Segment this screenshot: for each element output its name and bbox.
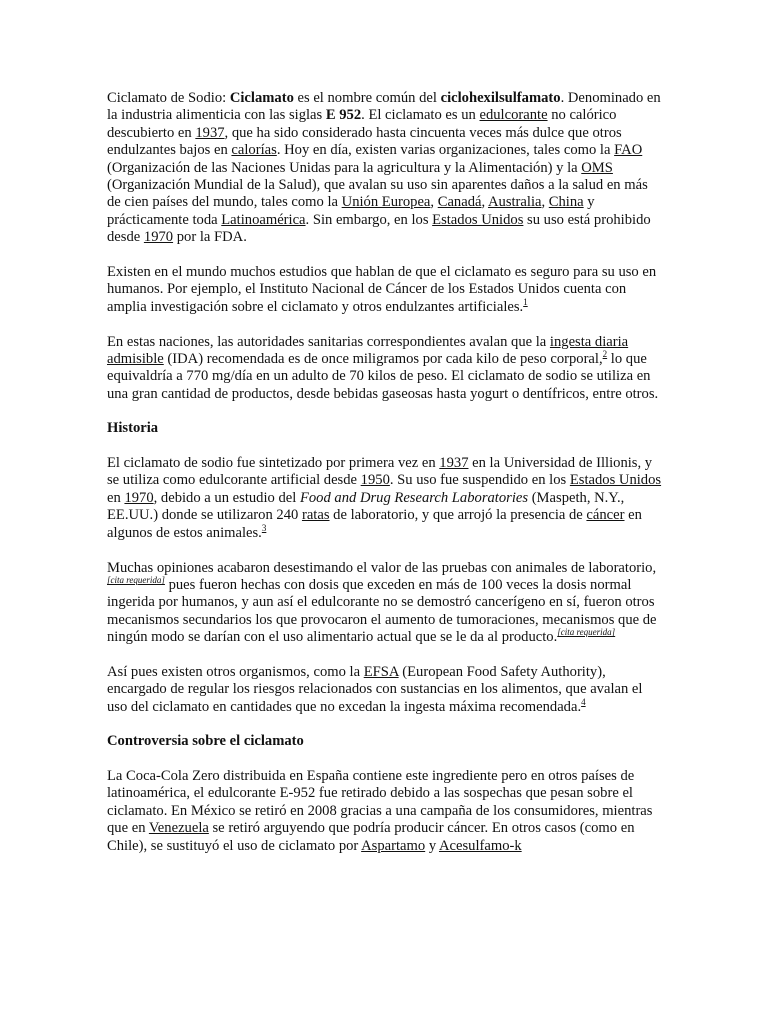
text: en algunos de estos animales. bbox=[107, 507, 642, 541]
bold-term: ciclohexilsulfamato bbox=[440, 90, 561, 106]
text: , bbox=[541, 194, 549, 211]
text: y bbox=[425, 837, 439, 854]
text: Así pues existen otros organismos, como la bbox=[107, 663, 364, 680]
paragraph-historia bbox=[107, 455, 663, 542]
text: . Su uso fue suspendido en los bbox=[389, 472, 570, 489]
link-aspartamo[interactable]: Aspartamo bbox=[361, 837, 426, 854]
link-australia[interactable]: Australia bbox=[487, 194, 542, 211]
link-ratas[interactable]: ratas bbox=[301, 507, 330, 524]
text: . El ciclamato es un bbox=[361, 107, 480, 124]
text: de laboratorio, y que arrojó la presencia de bbox=[329, 507, 587, 524]
link-estados-unidos[interactable]: Estados Unidos bbox=[432, 211, 524, 228]
link-cancer[interactable]: cáncer bbox=[586, 507, 625, 524]
link-efsa[interactable]: EFSA bbox=[363, 663, 399, 680]
text: Muchas opiniones acabaron desestimando el valor de las pruebas con animales de laboratorio, bbox=[107, 559, 657, 576]
text: (Maspeth, N.Y., EE.UU.) donde se utilizaron 240 bbox=[107, 489, 625, 524]
text: (IDA) recomendada es de once miligramos por cada kilo de peso corporal, bbox=[163, 351, 603, 368]
link-fao[interactable]: FAO bbox=[614, 142, 643, 159]
text: en bbox=[107, 489, 125, 506]
text: Existen en el mundo muchos estudios que hablan de que el ciclamato es seguro para su uso en humanos. Por ejemplo, el Instituto Nacional de Cáncer de los Estados Unidos cuenta con amplia investigación sobre el ciclamato y otros endulzantes artificiales. bbox=[107, 264, 657, 315]
text: en la Universidad de Illionis, y se utiliza como edulcorante artificial desde bbox=[107, 455, 653, 489]
link-venezuela[interactable]: Venezuela bbox=[148, 820, 209, 837]
link-estados-unidos[interactable]: Estados Unidos bbox=[569, 472, 662, 489]
text: es el nombre común del bbox=[293, 90, 441, 106]
paragraph-controversia bbox=[107, 768, 663, 855]
paragraph-efsa bbox=[107, 664, 663, 716]
text: pues fueron hechas con dosis que exceden en más de 100 veces la dosis normal ingerida por humanos, y aun así el edulcorante no se demostró cancerígeno en sí, fueron otros mecanismos secundarios los que provocaron el aumento de tumoraciones, mecanismos que de ningún modo se darían con el uso alimentario actual que se le da al producto. bbox=[107, 576, 657, 646]
bold-term: E 952 bbox=[325, 107, 362, 124]
text: La Coca-Cola Zero distribuida en España contiene este ingrediente pero en otros países de latinoamérica, el edulcorante E-952 fue retirado debido a las sospechas que pesan sobre el ciclamato. En México se retiró en 2008 gracias a una campaña de los consumidores, mientras que en bbox=[107, 767, 653, 837]
text: lo que equivaldría a 770 mg/día en un adulto de 70 kilos de peso. El ciclamato de sodio se utiliza en una gran cantidad de productos, desde bebidas gaseosas hasta yogurt o dentífricos, entre otros. bbox=[107, 351, 659, 402]
document-body bbox=[107, 90, 663, 855]
link-latinoamerica[interactable]: Latinoamérica bbox=[221, 211, 306, 228]
text: se retiró arguyendo que podría producir cáncer. En otros casos (como en Chile), se sustituyó el uso de ciclamato por bbox=[107, 820, 635, 854]
text: , bbox=[481, 194, 488, 211]
cita-requerida-link[interactable]: [cita requerida] bbox=[107, 575, 165, 586]
link-oms[interactable]: OMS bbox=[581, 159, 613, 176]
bold-term: Ciclamato bbox=[229, 90, 294, 106]
link-1950[interactable]: 1950 bbox=[360, 472, 390, 489]
link-union-europea[interactable]: Unión Europea bbox=[341, 194, 431, 211]
link-calorias[interactable]: calorías bbox=[231, 142, 277, 159]
text: por la FDA. bbox=[173, 229, 247, 246]
heading-controversia: Controversia sobre el ciclamato bbox=[107, 733, 304, 750]
link-1970[interactable]: 1970 bbox=[124, 489, 154, 506]
paragraph-ida bbox=[107, 334, 663, 404]
text: En estas naciones, las autoridades sanitarias correspondientes avalan que la bbox=[107, 333, 550, 350]
text: , debido a un estudio del bbox=[153, 489, 300, 506]
footnote-ref-4[interactable]: 4 bbox=[581, 696, 586, 707]
text: , bbox=[430, 194, 438, 211]
footnote-ref-3[interactable]: 3 bbox=[261, 522, 267, 533]
italic-title: Food and Drug Research Laboratories bbox=[299, 489, 529, 506]
text: , que ha sido considerado hasta cincuenta veces más dulce que otros endulzantes bajos en bbox=[107, 124, 622, 159]
text: El ciclamato de sodio fue sintetizado por primera vez en bbox=[107, 455, 440, 472]
text: . Hoy en día, existen varias organizaciones, tales como la bbox=[276, 142, 615, 159]
link-canada[interactable]: Canadá bbox=[437, 194, 482, 211]
link-1937[interactable]: 1937 bbox=[195, 124, 225, 141]
text: su uso está prohibido desde bbox=[107, 211, 651, 246]
text: no calórico descubierto en bbox=[107, 107, 617, 141]
link-edulcorante[interactable]: edulcorante bbox=[479, 107, 548, 124]
link-1970[interactable]: 1970 bbox=[143, 229, 174, 246]
paragraph-estudios bbox=[107, 264, 663, 316]
text: (European Food Safety Authority), encargado de regular los riesgos relacionados con sustancias en los alimentos, que avalan el uso del ciclamato en cantidades que no excedan la ingesta máxima recomendada. bbox=[107, 663, 643, 715]
paragraph-intro bbox=[107, 90, 663, 247]
link-1937[interactable]: 1937 bbox=[439, 455, 469, 472]
text: . Sin embargo, en los bbox=[305, 211, 433, 228]
paragraph-opiniones bbox=[107, 560, 663, 647]
text: (Organización Mundial de la Salud), que avalan su uso sin aparentes daños a la salud en más de cien países del mundo, tales como la bbox=[107, 177, 648, 211]
heading-historia: Historia bbox=[107, 420, 159, 437]
text: . Denominado en la industria alimenticia con las siglas bbox=[107, 90, 661, 124]
link-china[interactable]: China bbox=[548, 194, 584, 211]
text: (Organización de las Naciones Unidas para la agricultura y la Alimentación) y la bbox=[107, 159, 582, 176]
text: Ciclamato de Sodio: bbox=[107, 90, 230, 106]
link-ingesta-diaria-admisible[interactable]: ingesta diaria admisible bbox=[107, 333, 629, 368]
text: y prácticamente toda bbox=[107, 194, 595, 228]
footnote-ref-1[interactable]: 1 bbox=[523, 297, 528, 307]
footnote-ref-2[interactable]: 2 bbox=[602, 349, 608, 360]
link-acesulfamo-k[interactable]: Acesulfamo-k bbox=[438, 837, 522, 854]
cita-requerida-link[interactable]: [cita requerida] bbox=[557, 627, 616, 638]
